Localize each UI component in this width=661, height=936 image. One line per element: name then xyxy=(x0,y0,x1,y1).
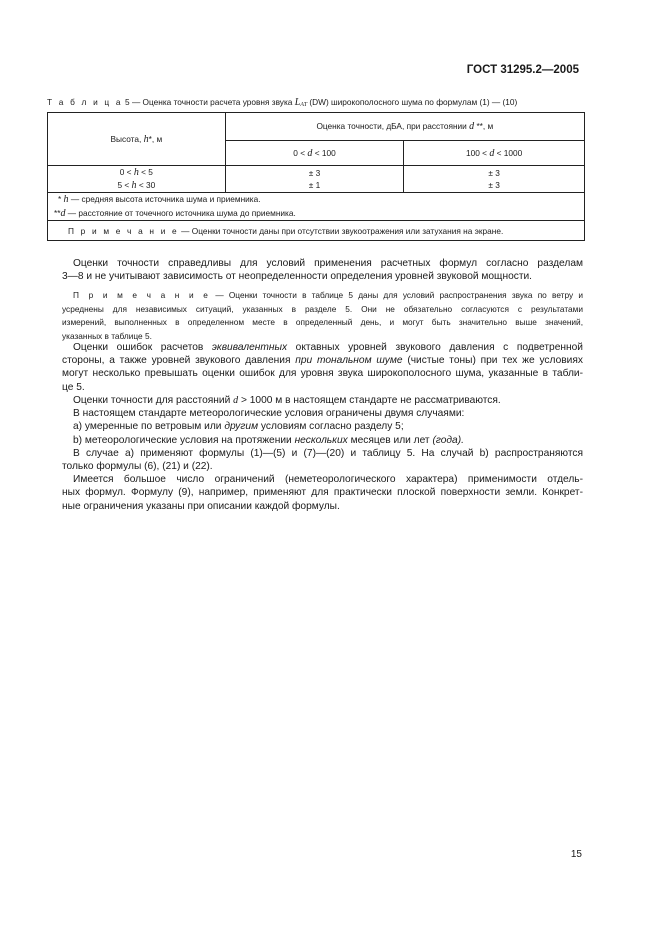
height-cell: 0 < h < 5 5 < h < 30 xyxy=(48,166,226,193)
paragraph-1: Оценки точности справедливы для условий применения расчетных формул согласно разделам 3—8 и не учитывают зависимость от неопределенности определения уровней звуковой мощности. xyxy=(62,258,583,283)
caption-text: 5 — Оценка точности расчета уровня звука xyxy=(125,97,293,107)
caption-tail: (DW) широкополосного шума по формулам (1) — (10) xyxy=(309,97,518,107)
header-accuracy: Оценка точности, дБА, при расстоянии d **, м xyxy=(225,113,584,141)
header-height: Высота, h*, м xyxy=(48,113,226,166)
table-caption xyxy=(47,97,617,108)
caption-symbol: L xyxy=(294,97,301,108)
note-2: П р и м е ч а н и е — Оценки точности в таблице 5 даны для условий распространения звука по ветру и усреднены для независимых ситуаций, указанных в разделе 5. Они не обязательно согласуются с результатами измерений, выполненных в определенном месте в определенный день, и могут быть значительно выше значений, указанных в таблице 5. xyxy=(62,290,583,341)
accuracy-table xyxy=(47,112,585,241)
table-row xyxy=(48,166,585,193)
table-note: П р и м е ч а н и е — Оценки точности даны при отсутствии звукоотражения или затухания на экране. xyxy=(48,221,585,241)
caption-label: Т а б л и ц а xyxy=(47,97,123,107)
accuracy-cell-2: ± 3 ± 3 xyxy=(404,166,585,193)
document-header: ГОСТ 31295.2—2005 xyxy=(466,64,579,76)
table-footnotes: * h — средняя высота источника шума и приемника. **d — расстояние от точечного источника шума до приемника. xyxy=(48,193,585,221)
accuracy-cell-1: ± 3 ± 1 xyxy=(225,166,404,193)
page-number: 15 xyxy=(570,849,582,860)
paragraph-3: Оценки точности для расстояний d > 1000 м в настоящем стандарте не рассматриваются. В настоящем стандарте метеорологические условия ограничены двумя случаями: а) умеренные по ветровым или другим условиям согласно разделу 5; b) метеорологические условия на протяжении нескольких месяцев или лет (года). В случае а) применяют формулы (1)—(5) и (7)—(20) и таблицу 5. На случай b) распространяются только формулы (6), (21) и (22). Имеется большое число ограничений (неметеорологического характера) применимости отдель- ных формул. Формулу (9), например, применяют для практически плоской поверхности земли. Конкрет- ные ограничения указаны при описании каждой формулы. xyxy=(62,395,583,512)
caption-subscript: AT xyxy=(300,102,308,108)
header-range-2: 100 < d < 1000 xyxy=(404,141,585,166)
paragraph-2: Оценки ошибок расчетов эквивалентных октавных уровней звукового давления с подветренной стороны, а также уровней звукового давления при тональном шуме (чистые тоны) при тех же условиях могут несколько превышать оценки ошибок для уровня звука широкополосного шума, указанные в табли- це 5. xyxy=(62,342,583,393)
header-range-1: 0 < d < 100 xyxy=(225,141,404,166)
